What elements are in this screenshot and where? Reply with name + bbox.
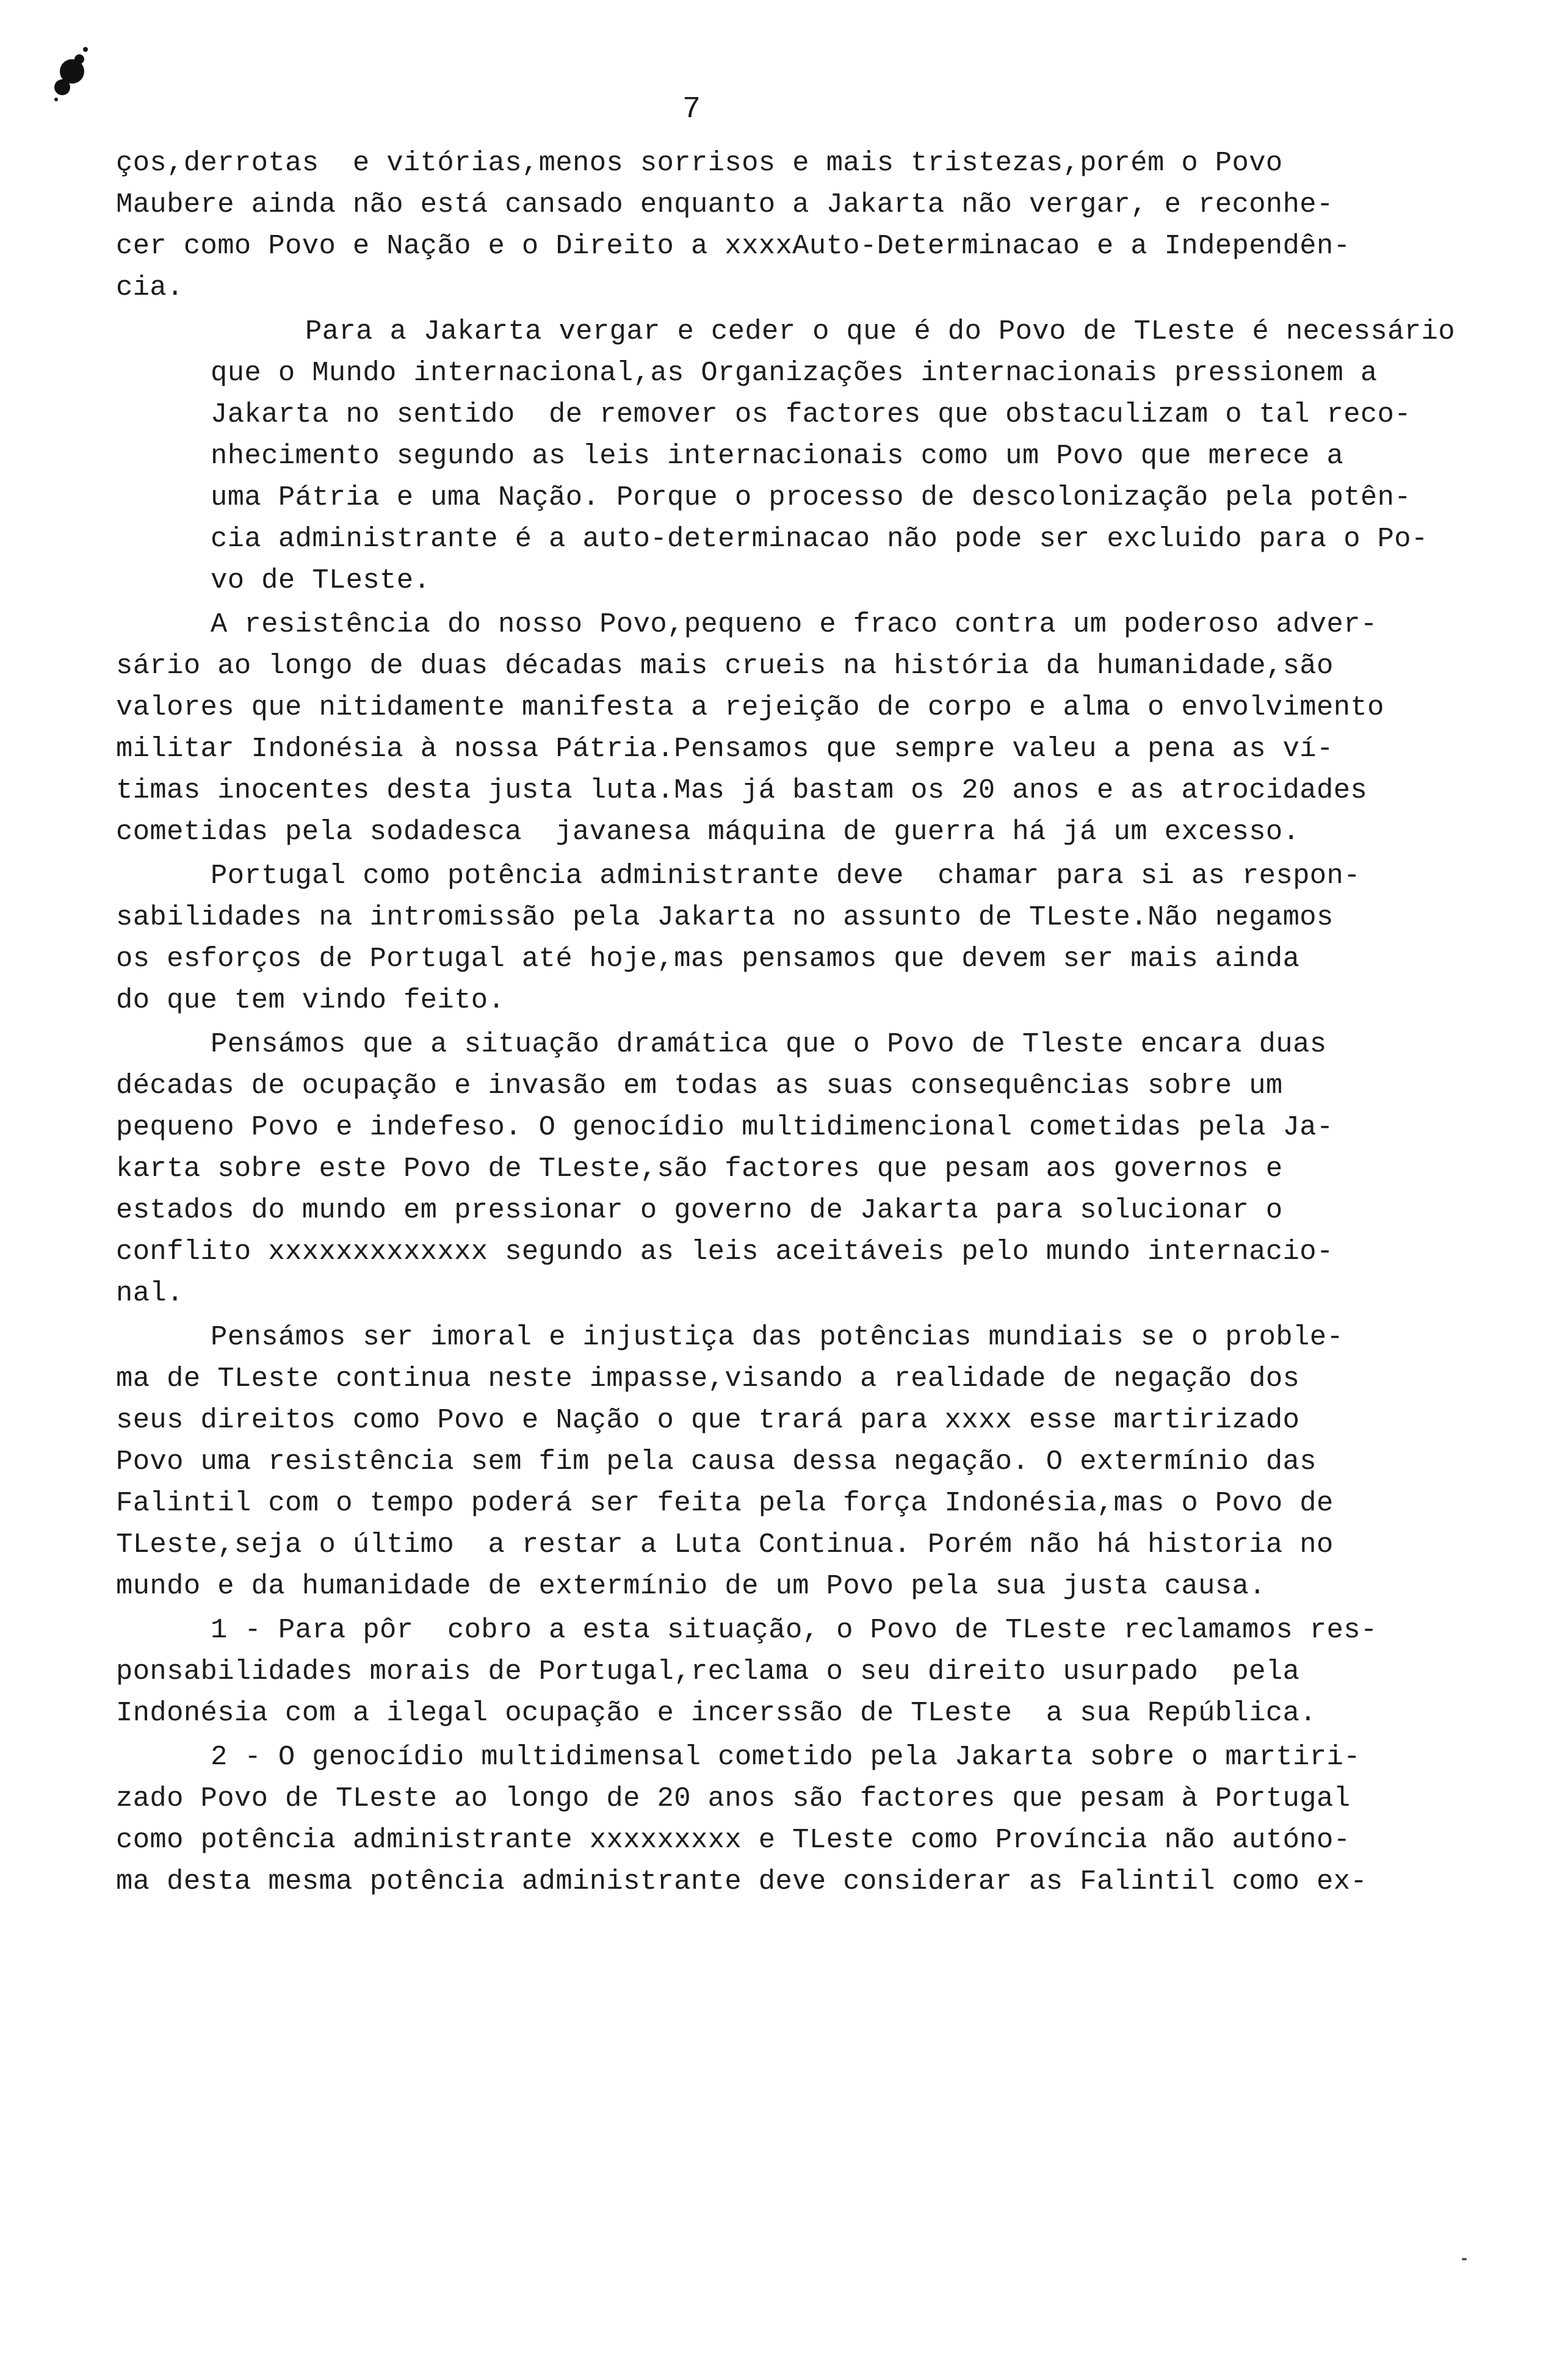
text-line: cia administrante é a auto-determinacao não pode ser excluido para o Po- <box>211 523 1428 555</box>
paragraph <box>116 1316 1447 1607</box>
text-line: Pensámos ser imoral e injustiça das potências mundiais se o proble- <box>211 1321 1344 1353</box>
text-line: os esforços de Portugal até hoje,mas pensamos que devem ser mais ainda <box>116 943 1300 975</box>
text-line: Pensámos que a situação dramática que o Povo de Tleste encara duas <box>211 1028 1327 1060</box>
paragraph <box>116 604 1447 853</box>
text-line: timas inocentes desta justa luta.Mas já bastam os 20 anos e as atrocidades <box>116 774 1368 806</box>
text-line: Povo uma resistência sem fim pela causa dessa negação. O extermínio das <box>116 1446 1317 1477</box>
text-line: cia. <box>116 272 184 303</box>
document-body <box>116 142 1455 1905</box>
page-number: 7 <box>682 92 701 127</box>
text-line: karta sobre este Povo de TLeste,são factores que pesam aos governos e <box>116 1153 1283 1185</box>
text-line: cometidas pela sodadesca javanesa máquina de guerra há já um excesso. <box>116 816 1300 848</box>
text-line: seus direitos como Povo e Nação o que trará para xxxx esse martirizado <box>116 1404 1300 1436</box>
text-line: TLeste,seja o último a restar a Luta Continua. Porém não há historia no <box>116 1529 1334 1560</box>
text-line: décadas de ocupação e invasão em todas as suas consequências sobre um <box>116 1070 1283 1102</box>
text-line: A resistência do nosso Povo,pequeno e fraco contra um poderoso adver- <box>211 608 1378 640</box>
text-line: do que tem vindo feito. <box>116 984 505 1016</box>
text-line: 2 - O genocídio multidimensal cometido pela Jakarta sobre o martiri- <box>211 1741 1361 1773</box>
text-line: valores que nitidamente manifesta a rejeição de corpo e alma o envolvimento <box>116 691 1384 723</box>
text-line: vo de TLeste. <box>211 564 431 596</box>
text-line: 1 - Para pôr cobro a esta situação, o Povo de TLeste reclamamos res- <box>211 1614 1378 1646</box>
paragraph <box>116 1736 1447 1902</box>
text-line: Indonésia com a ilegal ocupação e incerssão de TLeste a sua República. <box>116 1697 1317 1729</box>
text-line: uma Pátria e uma Nação. Porque o processo de descolonização pela potên- <box>211 481 1412 513</box>
text-line: ponsabilidades morais de Portugal,reclama o seu direito usurpado pela <box>116 1656 1300 1687</box>
text-line: que o Mundo internacional,as Organizações internacionais pressionem a <box>211 357 1378 389</box>
paragraph <box>116 1609 1447 1734</box>
text-line: como potência administrante xxxxxxxxx e TLeste como Província não autóno- <box>116 1824 1351 1856</box>
text-line: cer como Povo e Nação e o Direito a xxxxAuto-Determinacao e a Independên- <box>116 230 1351 262</box>
text-line: estados do mundo em pressionar o governo de Jakarta para solucionar o <box>116 1194 1283 1226</box>
text-line: Para a Jakarta vergar e ceder o que é do Povo de TLeste é necessário <box>305 316 1455 347</box>
text-line: Jakarta no sentido de remover os factores que obstaculizam o tal reco- <box>211 398 1412 430</box>
text-line: ços,derrotas e vitórias,menos sorrisos e mais tristezas,porém o Povo <box>116 147 1283 179</box>
text-line: nal. <box>116 1277 184 1309</box>
text-line: mundo e da humanidade de extermínio de um Povo pela sua justa causa. <box>116 1570 1266 1602</box>
text-line: pequeno Povo e indefeso. O genocídio multidimencional cometidas pela Ja- <box>116 1111 1334 1143</box>
text-line: nhecimento segundo as leis internacionais como um Povo que merece a <box>211 440 1344 472</box>
text-line: Maubere ainda não está cansado enquanto a Jakarta não vergar, e reconhe- <box>116 189 1334 220</box>
text-line: zado Povo de TLeste ao longo de 20 anos são factores que pesam à Portugal <box>116 1783 1351 1814</box>
paragraph <box>116 311 1455 601</box>
text-line: sário ao longo de duas décadas mais crueis na história da humanidade,são <box>116 650 1334 682</box>
text-line: Portugal como potência administrante deve chamar para si as respon- <box>211 860 1361 892</box>
text-line: ma de TLeste continua neste impasse,visando a realidade de negação dos <box>116 1363 1300 1394</box>
text-line: conflito xxxxxxxxxxxxx segundo as leis aceitáveis pelo mundo internacio- <box>116 1236 1334 1268</box>
paragraph <box>116 142 1447 308</box>
text-line: militar Indonésia à nossa Pátria.Pensamos que sempre valeu a pena as ví- <box>116 733 1334 765</box>
paragraph <box>116 1023 1447 1314</box>
text-line: sabilidades na intromissão pela Jakarta no assunto de TLeste.Não negamos <box>116 901 1334 933</box>
ink-blot-mark <box>49 34 92 107</box>
scan-speck <box>1462 2258 1467 2260</box>
paragraph <box>116 855 1447 1021</box>
text-line: ma desta mesma potência administrante deve considerar as Falintil como ex- <box>116 1866 1368 1897</box>
text-line: Falintil com o tempo poderá ser feita pela força Indonésia,mas o Povo de <box>116 1487 1334 1519</box>
